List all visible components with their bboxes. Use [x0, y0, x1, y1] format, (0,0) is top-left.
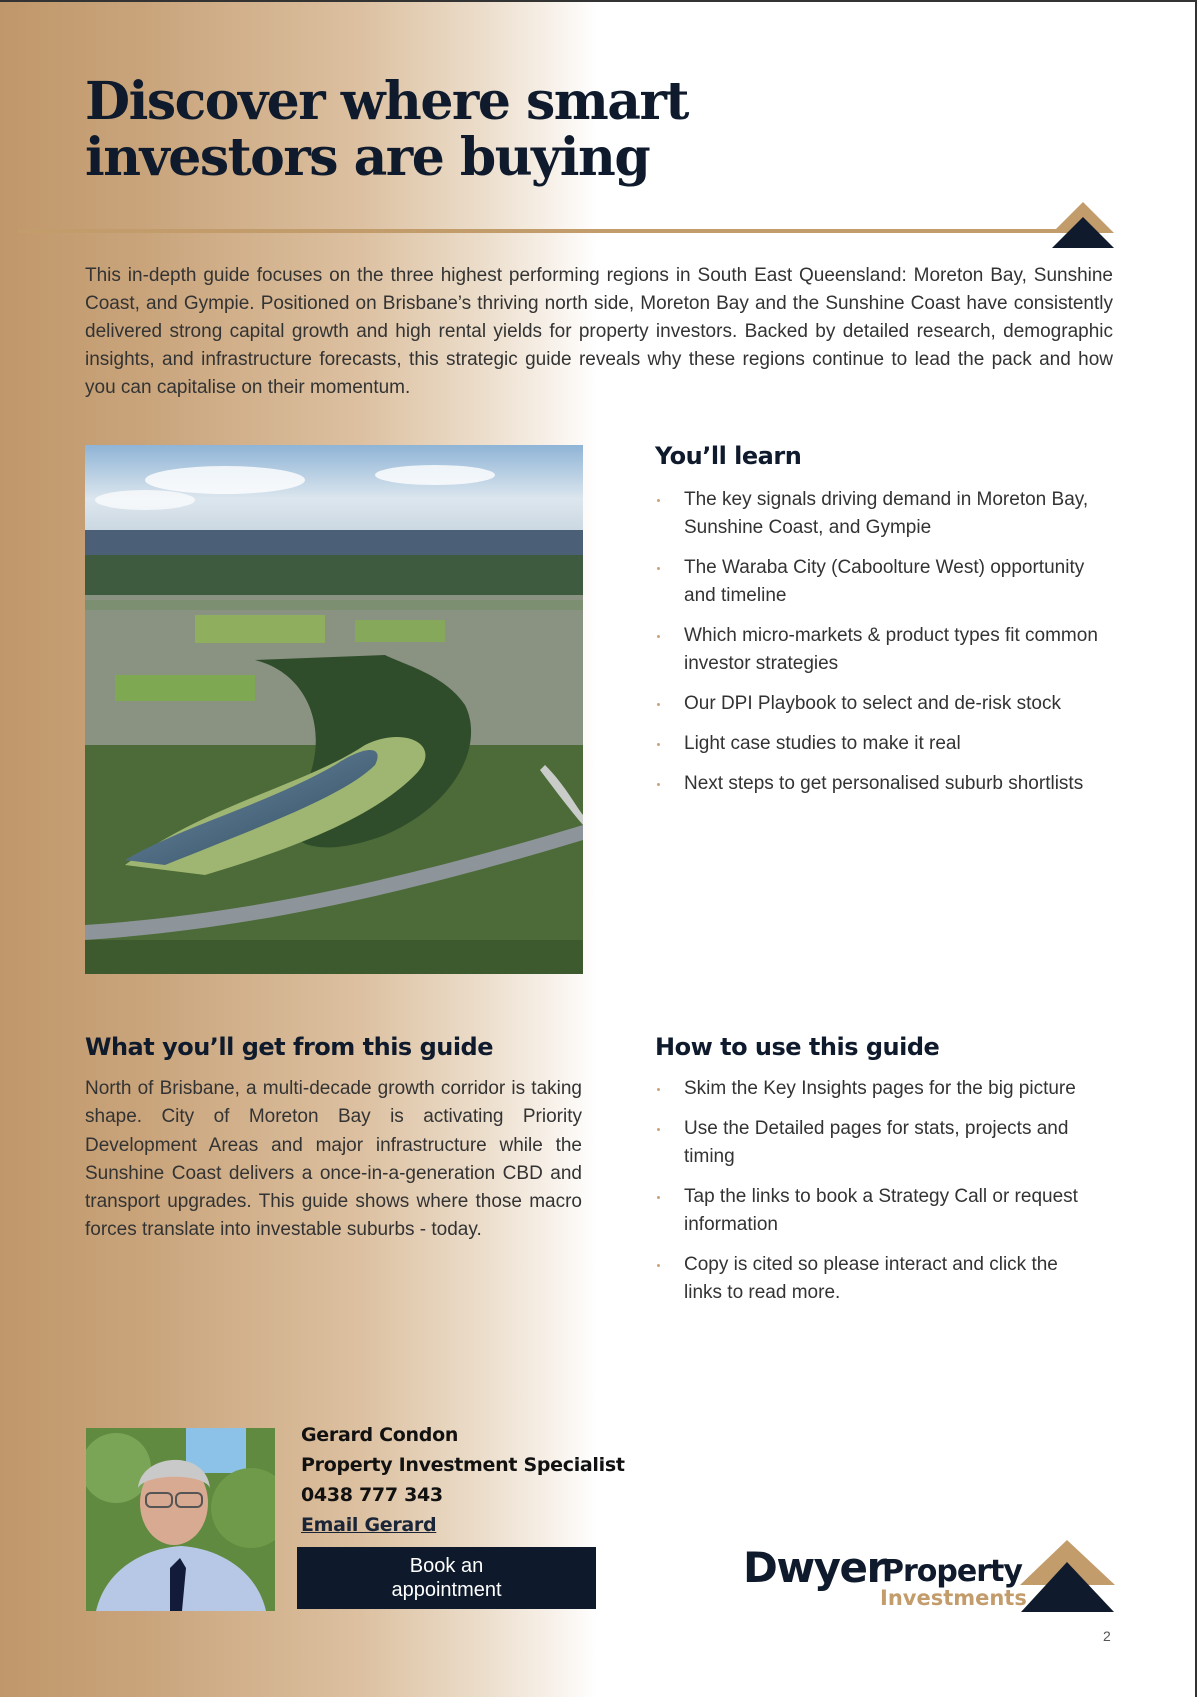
how-to-use-list [655, 1075, 1100, 1319]
roof-triangle-icon [1052, 202, 1114, 252]
how-to-use-heading: How to use this guide [655, 1033, 940, 1061]
contact-name: Gerard Condon [301, 1424, 459, 1446]
aerial-suburb-photo [85, 445, 583, 974]
bullet-dot-icon [657, 703, 660, 706]
list-item: The key signals driving demand in Moreton Bay, Sunshine Coast, and Gympie [655, 486, 1100, 542]
list-item: Use the Detailed pages for stats, projects and timing [655, 1115, 1100, 1171]
logo-word-property: Property [882, 1554, 1022, 1589]
list-item: Light case studies to make it real [655, 730, 1100, 758]
company-logo [740, 1540, 1118, 1618]
title-line-2: investors are buying [85, 127, 650, 188]
youll-learn-heading: You’ll learn [655, 442, 802, 470]
roof-logo-icon [1020, 1540, 1115, 1614]
bullet-dot-icon [657, 743, 660, 746]
contact-card [301, 1420, 625, 1540]
bullet-dot-icon [657, 567, 660, 570]
list-item: Which micro-markets & product types fit common investor strategies [655, 622, 1100, 678]
bullet-dot-icon [657, 783, 660, 786]
bullet-dot-icon [657, 1088, 660, 1091]
what-youll-get-body: North of Brisbane, a multi-decade growth corridor is taking shape. City of Moreton Bay is activating Priority Development Areas and major infrastructure while the Sunshine Coast delivers a once-in-a-generation CBD and transport upgrades. This guide shows where those macro forces translate into investable suburbs - today. [85, 1078, 582, 1241]
logo-word-dwyer: Dwyer [743, 1543, 886, 1592]
person-photo-icon [86, 1428, 275, 1611]
aerial-photo-icon [85, 445, 583, 974]
contact-phone: 0438 777 343 [301, 1484, 443, 1506]
intro-paragraph: This in-depth guide focuses on the three highest performing regions in South East Queensland: Moreton Bay, Sunshine Coast, and Gympie. Positioned on Brisbane’s thriving north side, Moreton Bay and the Sunshine Coast have consistently delivered strong capital growth and high rental yields for property investors. Backed by detailed research, demographic insights, and infrastructure forecasts, this strategic guide reveals why these regions continue to lead the pack and how you can capitalise on their momentum. [85, 265, 1113, 398]
bullet-dot-icon [657, 1128, 660, 1131]
header-divider [18, 229, 1068, 233]
title-line-1: Discover where smart [85, 71, 688, 132]
list-item: Our DPI Playbook to select and de-risk stock [655, 690, 1100, 718]
logo-word-investments: Investments [880, 1586, 1027, 1610]
bullet-dot-icon [657, 1264, 660, 1267]
what-youll-get-heading: What you’ll get from this guide [85, 1033, 494, 1061]
bullet-dot-icon [657, 635, 660, 638]
list-item: Tap the links to book a Strategy Call or request information [655, 1183, 1100, 1239]
bullet-dot-icon [657, 1196, 660, 1199]
contact-role: Property Investment Specialist [301, 1454, 625, 1476]
list-item: Skim the Key Insights pages for the big picture [655, 1075, 1100, 1103]
email-gerard-link[interactable]: Email Gerard [301, 1514, 437, 1536]
list-item: Copy is cited so please interact and click the links to read more. [655, 1251, 1100, 1307]
youll-learn-list [655, 486, 1100, 810]
page-title [85, 71, 688, 188]
list-item: The Waraba City (Caboolture West) opportunity and timeline [655, 554, 1100, 610]
book-appointment-button[interactable]: Book an appointment [297, 1547, 596, 1609]
list-item: Next steps to get personalised suburb shortlists [655, 770, 1100, 798]
page-number: 2 [1103, 1628, 1111, 1644]
avatar [86, 1428, 275, 1611]
bullet-dot-icon [657, 499, 660, 502]
